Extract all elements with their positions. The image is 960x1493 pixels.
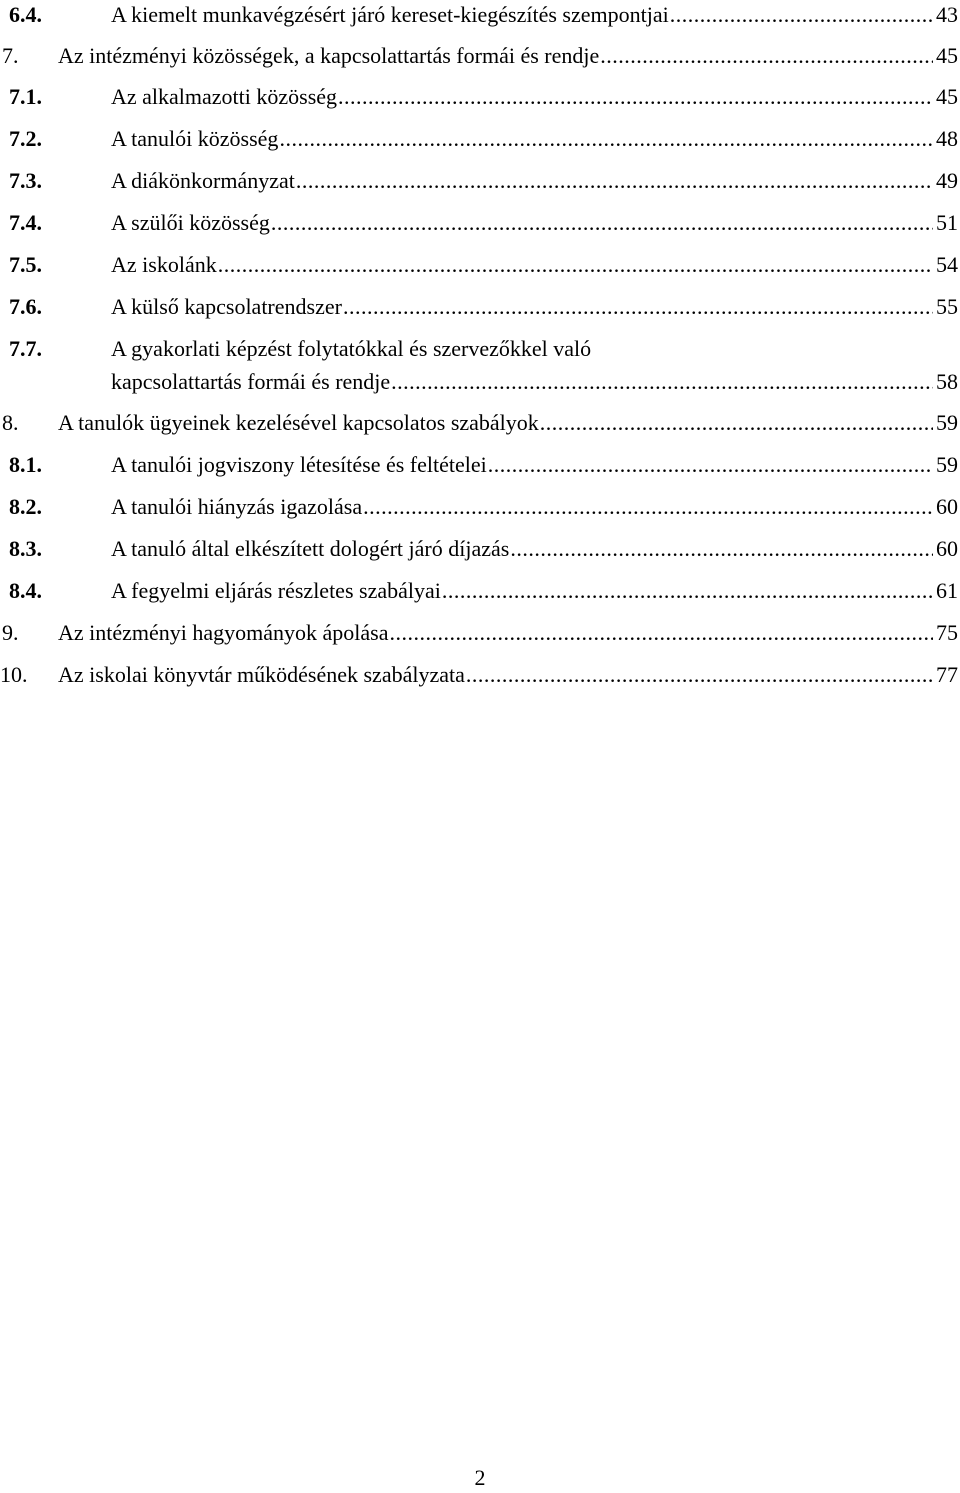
toc-entry[interactable] [0,124,958,154]
toc-entry-title: A diákönkormányzat [111,168,295,193]
toc-entry-number: 8.3. [9,536,42,561]
dot-leader [296,166,933,196]
toc-entry-page: 75 [936,620,958,645]
toc-entry-page: 59 [936,410,958,435]
toc-entry-number: 8. [2,410,19,435]
toc-entry-page: 77 [936,662,958,687]
toc-entry-title: Az iskolai könyvtár működésének szabályzata [58,662,465,687]
toc-entry-title: Az alkalmazotti közösség [111,84,338,109]
toc-entry[interactable] [0,408,958,438]
toc-entry-title: Az iskolánk [111,252,217,277]
toc-entry-number: 6.4. [9,2,42,27]
toc-entry-page: 45 [936,84,958,109]
toc-entry[interactable] [0,166,958,196]
toc-entry-page: 60 [936,494,958,519]
dot-leader [466,660,933,690]
toc-entry-title: A tanulói közösség [111,126,279,151]
toc-entry-number: 7.5. [9,252,42,277]
toc-entry-title-line-1: A gyakorlati képzést folytatókkal és szervezőkkel való [111,336,592,361]
toc-entry-number: 8.2. [9,494,42,519]
toc-entry[interactable] [0,534,958,564]
toc-entry[interactable] [0,250,958,280]
toc-entry-number: 8.4. [9,578,42,603]
page-number: 2 [474,1465,486,1490]
toc-entry-title: A kiemelt munkavégzésért járó kereset-kiegészítés szempontjai [111,2,669,27]
dot-leader [343,292,933,322]
dot-leader [510,534,933,564]
toc-entry-title: A szülői közösség [111,210,270,235]
dot-leader [338,82,933,112]
toc-entry-title-line-2: kapcsolattartás formái és rendje [111,369,391,394]
toc-entry[interactable] [0,576,958,606]
toc-entry-title: A fegyelmi eljárás részletes szabályai [111,578,441,603]
toc-entry-number: 7.6. [9,294,42,319]
toc-entry-number: 9. [2,620,19,645]
toc-entry-page: 54 [936,252,958,277]
toc-entry[interactable] [0,660,958,690]
dot-leader [390,618,933,648]
toc-entry[interactable] [0,450,958,480]
toc-entry-page: 59 [936,452,958,477]
toc-entry-title: A külső kapcsolatrendszer [111,294,342,319]
toc-entry-page: 51 [936,210,958,235]
toc-entry-title: Az intézményi hagyományok ápolása [58,620,389,645]
toc-entry-page: 45 [936,43,958,68]
toc-entry-number: 7.3. [9,168,42,193]
toc-entry-page: 49 [936,168,958,193]
toc-entry[interactable] [0,82,958,112]
toc-entry[interactable] [0,0,958,30]
toc-entry-number: 8.1. [9,452,42,477]
toc-entry-number: 7. [2,43,19,68]
toc-entry-page: 58 [936,369,958,394]
toc-entry-title: A tanulói jogviszony létesítése és feltételei [111,452,487,477]
toc-entry-number: 10. [0,662,28,687]
dot-leader [670,0,933,30]
toc-entry-page: 43 [936,2,958,27]
toc-entry-page: 48 [936,126,958,151]
dot-leader [600,41,933,71]
toc-entry-title: A tanulók ügyeinek kezelésével kapcsolatos szabályok [58,410,539,435]
toc-entry-number: 7.4. [9,210,42,235]
toc-entry-number: 7.2. [9,126,42,151]
toc-entry-page: 61 [936,578,958,603]
toc-entry-page: 55 [936,294,958,319]
dot-leader [363,492,933,522]
toc-entry[interactable] [0,208,958,238]
toc-entry[interactable] [0,41,958,71]
toc-entry[interactable] [0,334,958,398]
toc-entry[interactable] [0,292,958,322]
dot-leader [442,576,933,606]
toc-entry[interactable] [0,618,958,648]
dot-leader [488,450,933,480]
toc-entry-number: 7.1. [9,84,42,109]
dot-leader [391,367,933,397]
toc-entry-number: 7.7. [9,336,42,361]
toc-entry-title: Az intézményi közösségek, a kapcsolattartás formái és rendje [58,43,600,68]
toc-entry-title: A tanuló által elkészített dologért járó díjazás [111,536,510,561]
toc-entry[interactable] [0,492,958,522]
dot-leader [218,250,933,280]
dot-leader [279,124,933,154]
toc-entry-page: 60 [936,536,958,561]
toc-entry-title: A tanulói hiányzás igazolása [111,494,363,519]
dot-leader [540,408,933,438]
dot-leader [271,208,933,238]
